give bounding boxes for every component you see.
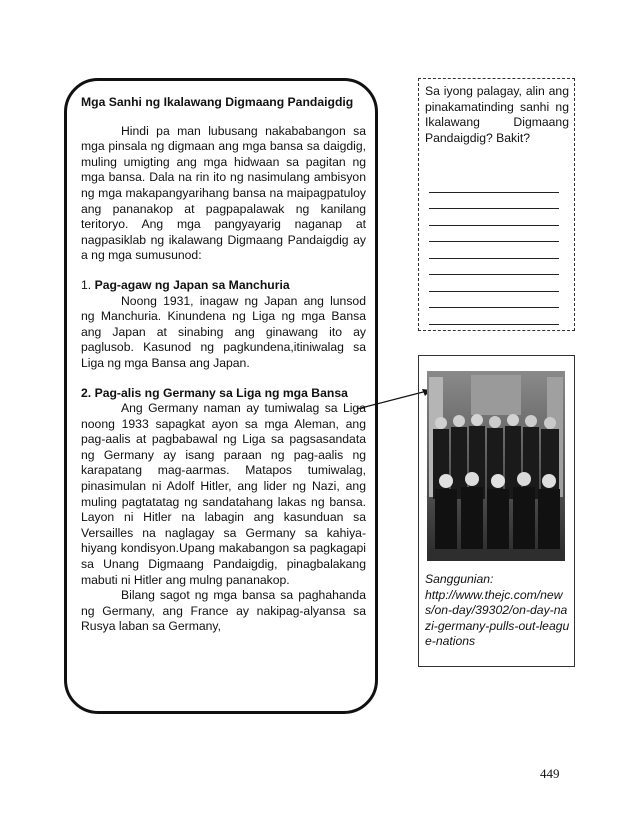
group-photo-icon	[427, 371, 565, 561]
paragraph-germany-2: Bilang sagot ng mga bansa sa paghahanda ng Germany, ang France ay nakipag-alyansa sa Rusya laban sa Germany,	[81, 588, 366, 634]
heading-germany-league: 2. Pag-alis ng Germany sa Liga ng mga Bansa	[81, 385, 348, 400]
answer-line[interactable]	[429, 226, 559, 243]
section-title: Mga Sanhi ng Ikalawang Digmaang Pandaigdig	[81, 95, 354, 109]
answer-line[interactable]	[429, 275, 559, 292]
intro-paragraph: Hindi pa man lubusang nakababangon sa mga pinsala ng digmaan ang mga bansa sa daigdig, muling umigting ang mga hidwaan sa pagitan ng mga bansa. Dala na rin ito ng nasimulang ambisyon ng mga makapangyarihang bansa na maipagpatuloy ang pananakop at pagpapalawak ng kanilang teritoryo. Ang mga pangyayarig naganap at nagpasiklab ng ikalawang Digmaang Pandaigdig ay a ng mga sumusunod:	[81, 123, 366, 263]
answer-line[interactable]	[429, 209, 559, 226]
source-label: Sanggunian:	[425, 572, 494, 586]
question-text: Sa iyong palagay, alin ang pinakamatinding sanhi ng Ikalawang Digmaang Pandaigdig? Bakit?	[425, 84, 569, 145]
answer-line[interactable]	[429, 308, 559, 325]
main-text	[81, 95, 366, 635]
answer-line[interactable]	[429, 259, 559, 276]
source-citation	[425, 572, 570, 650]
page-number: 449	[540, 766, 560, 781]
answer-lines[interactable]	[429, 176, 559, 325]
source-url[interactable]: http://www.thejc.com/news/on-day/39302/on-day-nazi-germany-pulls-out-league-nations	[425, 587, 570, 649]
answer-line[interactable]	[429, 292, 559, 309]
answer-line[interactable]	[429, 242, 559, 259]
heading-manchuria: 1. Pag-agaw ng Japan sa Manchuria	[81, 277, 290, 292]
answer-line[interactable]	[429, 193, 559, 210]
paragraph-manchuria: Noong 1931, inagaw ng Japan ang lunsod ng Manchuria. Kinundena ng Liga ng mga Bansa ang Japan at sinabing ang ginawang ito ay paglusob. Kasunod ng pagkundena,itiniwalag sa Liga ng mga Bansa ang Japan.	[81, 293, 366, 370]
answer-line[interactable]	[429, 176, 559, 193]
paragraph-germany-1: Ang Germany naman ay tumiwalag sa Liga noong 1933 sapagkat ayon sa mga Aleman, ang pag-aalis at pagbabawal ng Liga sa pagsasandata ng Germany ay isang paraan ng pag-aalis ng karapatang mag-aarmas. Matapos tumiwalag, pinasimulan ni Adolf Hitler, ang lider ng Nazi, ang muling pagtatatag ng sandatahang lakas ng bansa. Layon ni Hitler na labagin ang kasunduan sa Versailles na naglagay sa Germany sa kahiya-hiyang kondisyon.Upang makabangon sa pagkagapi sa Unang Digmaang Pandaigdig, pinagbalakang mabuti ni Hitler ang mulng pananakop.	[81, 401, 366, 587]
